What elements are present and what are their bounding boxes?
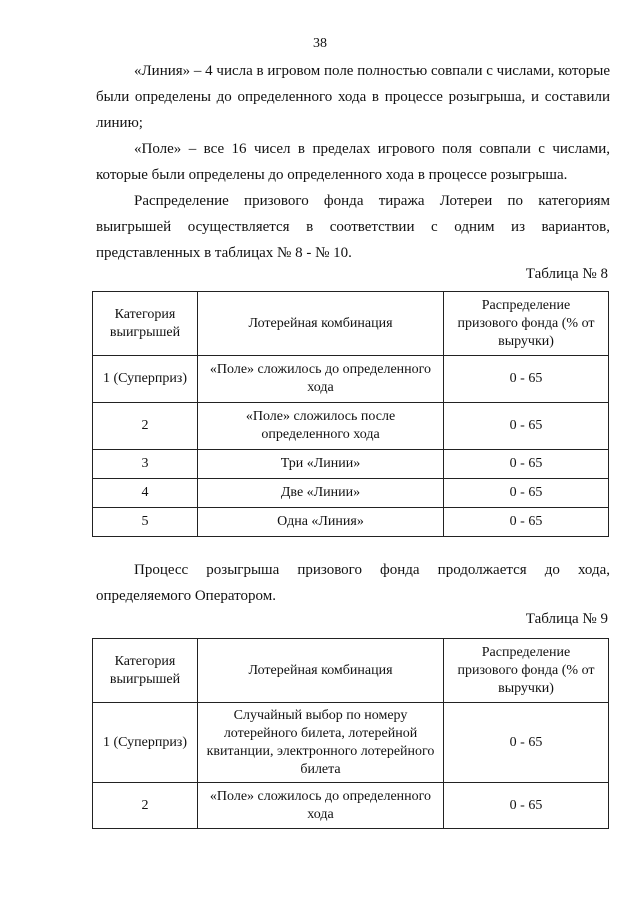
table-row [93, 450, 609, 479]
table-header-cell: Категория выигрышей [93, 292, 198, 356]
page-number: 38 [313, 36, 327, 51]
table-cell: Случайный выбор по номеру лотерейного билета, лотерейной квитанции, электронного лотерейного билета [198, 703, 444, 783]
table-header-cell: Лотерейная комбинация [198, 639, 444, 703]
table-cell: 0 - 65 [444, 508, 609, 537]
table-cell: 0 - 65 [444, 703, 609, 783]
paragraph-field-definition: «Поле» – все 16 чисел в пределах игрового поля совпали с числами, которые были определены до определенного хода в процессе розыгрыша. [96, 141, 610, 183]
table9 [92, 638, 609, 829]
paragraph-line-definition: «Линия» – 4 числа в игровом поле полностью совпали с числами, которые были определены до определенного хода в процессе розыгрыша, и составили линию; [96, 63, 610, 131]
table8 [92, 291, 609, 537]
table-cell: 0 - 65 [444, 356, 609, 403]
table-cell: Три «Линии» [198, 450, 444, 479]
table-row [93, 508, 609, 537]
table-cell: «Поле» сложилось после определенного хода [198, 403, 444, 450]
table-cell: 3 [93, 450, 198, 479]
table-cell: 2 [93, 403, 198, 450]
table-cell: 2 [93, 783, 198, 829]
table-cell: 0 - 65 [444, 450, 609, 479]
table-cell: 0 - 65 [444, 783, 609, 829]
table-row [93, 783, 609, 829]
table-cell: 1 (Суперприз) [93, 703, 198, 783]
table-cell: Две «Линии» [198, 479, 444, 508]
table-cell: 5 [93, 508, 198, 537]
table-header-cell: Лотерейная комбинация [198, 292, 444, 356]
paragraph-process: Процесс розыгрыша призового фонда продолжается до хода, определяемого Оператором. [96, 562, 610, 604]
table-header-cell: Распределение призового фонда (% от выручки) [444, 292, 609, 356]
table-cell: 0 - 65 [444, 403, 609, 450]
table8-caption: Таблица № 8 [525, 266, 608, 282]
table-cell: «Поле» сложилось до определенного хода [198, 356, 444, 403]
table-header-row [93, 292, 609, 356]
table-header-cell: Категория выигрышей [93, 639, 198, 703]
table-row [93, 479, 609, 508]
paragraph-distribution: Распределение призового фонда тиража Лотереи по категориям выигрышей осуществляется в соответствии с одним из вариантов, представленных в таблицах № 8 - № 10. [96, 193, 610, 261]
table-row [93, 356, 609, 403]
table-row [93, 403, 609, 450]
table-header-cell: Распределение призового фонда (% от выручки) [444, 639, 609, 703]
table-cell: «Поле» сложилось до определенного хода [198, 783, 444, 829]
table-cell: 1 (Суперприз) [93, 356, 198, 403]
table9-caption: Таблица № 9 [525, 611, 608, 627]
table-cell: 0 - 65 [444, 479, 609, 508]
table-row [93, 703, 609, 783]
table-cell: 4 [93, 479, 198, 508]
table-cell: Одна «Линия» [198, 508, 444, 537]
table-header-row [93, 639, 609, 703]
